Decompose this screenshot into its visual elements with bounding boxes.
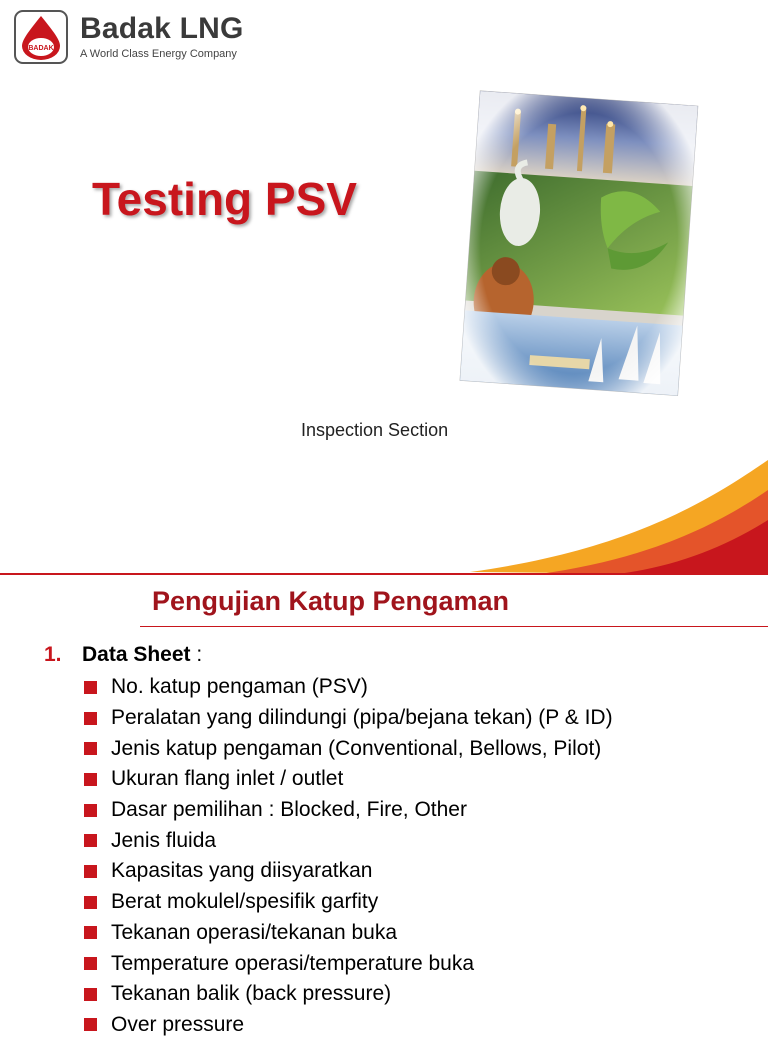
section-number: 1. — [44, 643, 62, 666]
list-item — [84, 733, 613, 764]
list-item — [84, 918, 613, 949]
title-underline — [140, 626, 768, 627]
bullet-square-icon — [84, 1018, 97, 1031]
list-item — [84, 764, 613, 795]
list-item — [84, 887, 613, 918]
list-item-text: Peralatan yang dilindungi (pipa/bejana tekan) (P & ID) — [111, 706, 613, 730]
slide-title-text: Testing PSV — [92, 173, 357, 225]
list-item-text: Jenis fluida — [111, 828, 217, 852]
list-item-text: No. katup pengaman (PSV) — [111, 675, 368, 699]
photo-collage — [448, 86, 704, 398]
section-label: Data Sheet — [82, 643, 191, 666]
list-item — [84, 948, 613, 979]
list-item-text: Dasar pemilihan : Blocked, Fire, Other — [111, 798, 467, 822]
slide-divider — [0, 573, 768, 575]
bullet-square-icon — [84, 957, 97, 970]
list-item-text: Ukuran flang inlet / outlet — [111, 767, 344, 791]
list-item-text: Berat mokulel/spesifik garfity — [111, 890, 379, 914]
bullet-square-icon — [84, 742, 97, 755]
list-item — [84, 979, 613, 1010]
section-heading — [44, 643, 202, 667]
badak-emblem-icon — [14, 10, 68, 64]
list-item-text: Tekanan balik (back pressure) — [111, 982, 392, 1006]
list-item — [84, 1010, 613, 1040]
slide-subtitle: Inspection Section — [301, 420, 449, 440]
bullet-square-icon — [84, 834, 97, 847]
logo-name: Badak LNG — [80, 12, 244, 45]
bullet-square-icon — [84, 896, 97, 909]
slide-content — [0, 576, 768, 1036]
content-title: Pengujian Katup Pengaman — [152, 586, 510, 616]
list-item — [84, 795, 613, 826]
bullet-square-icon — [84, 773, 97, 786]
bullet-square-icon — [84, 681, 97, 694]
bullet-square-icon — [84, 804, 97, 817]
list-item — [84, 825, 613, 856]
list-item-text: Over pressure — [111, 1012, 245, 1036]
list-item-text: Tekanan operasi/tekanan buka — [111, 920, 398, 944]
emblem-text: BADAK — [28, 45, 54, 52]
brand-swoosh — [380, 450, 768, 575]
logo-tagline: A World Class Energy Company — [80, 48, 237, 60]
list-item-text: Temperature operasi/temperature buka — [111, 951, 475, 975]
list-item — [84, 703, 613, 734]
bullet-square-icon — [84, 926, 97, 939]
data-sheet-list — [84, 672, 613, 1040]
list-item-text: Kapasitas yang diisyaratkan — [111, 859, 373, 883]
section-suffix: : — [190, 643, 203, 666]
company-logo — [14, 10, 244, 64]
list-item — [84, 672, 613, 703]
bullet-square-icon — [84, 712, 97, 725]
bullet-square-icon — [84, 988, 97, 1001]
bullet-square-icon — [84, 865, 97, 878]
list-item — [84, 856, 613, 887]
list-item-text: Jenis katup pengaman (Conventional, Bellows, Pilot) — [111, 736, 602, 760]
